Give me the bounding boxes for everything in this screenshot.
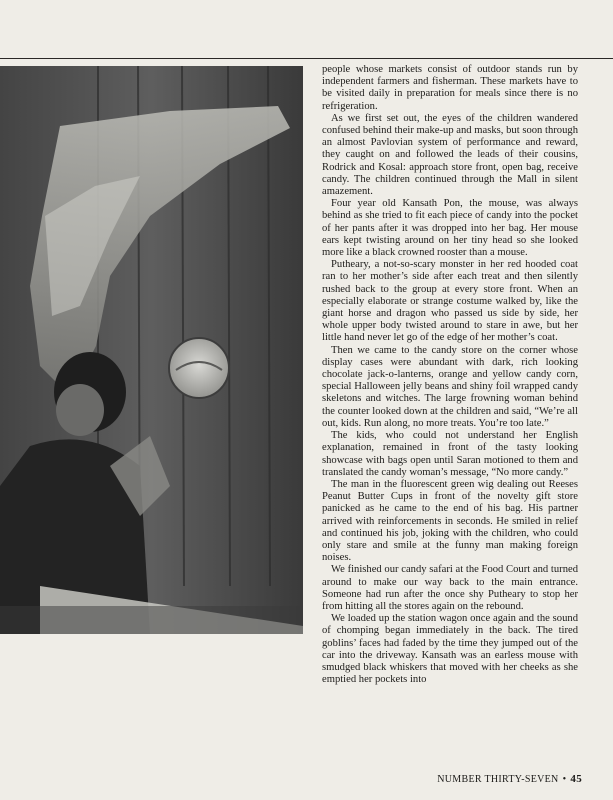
paragraph: We finished our candy safari at the Food Court and turned around to make our way back to the main entrance. Someone had run after the once shy Putheary to stop her from hitting all the stores again on the rebound. xyxy=(322,564,578,612)
paragraph: As we first set out, the eyes of the children wandered confused behind their make-up and masks, but soon through an almost Pavlovian system of performance and reward, they caught on and followed the leads of their cousins, Rodrick and Kosal: approach store front, open bag, receive candy. The children continued through the Mall in silent amazement. xyxy=(322,112,578,198)
page-number: 45 xyxy=(570,773,582,785)
paragraph: Putheary, a not-so-scary monster in her red hooded coat ran to her mother’s side after each treat and then silently rushed back to the group at every store front. When an especially elaborate or strange costume walked by, like the giant horse and dragon who passed us side by side, her whole upper body twisted around to stare in awe, but her little hand never let go of the edge of her mother’s coat. xyxy=(322,259,578,344)
paragraph: We loaded up the station wagon once again and the sound of chomping began immediately in the back. The tired goblins’ faces had faded by the time they jumped out of the car into the driveway. Kansath was an earless mouse with smudged black whiskers that moved with her cheeks as she emptied her pockets into xyxy=(322,613,578,686)
paragraph: Four year old Kansath Pon, the mouse, was always behind as she tried to fit each piece of candy into the pocket of her pants after it was dropped into her bag. Her mouse ears kept twisting around on her tiny head so she looked more like a black crowned rooster than a mouse. xyxy=(322,198,578,259)
page-footer xyxy=(420,773,582,785)
header-rule xyxy=(0,58,613,59)
paragraph: The kids, who could not understand her English explanation, remained in front of the tasty looking showcase with bags open until Saran motioned to them and translated the candy woman’s message, “No more candy.” xyxy=(322,430,578,478)
publication-issue: NUMBER THIRTY-SEVEN xyxy=(437,774,559,785)
article-body xyxy=(322,64,578,686)
paragraph: people whose markets consist of outdoor stands run by independent farmers and fisherman. These markets have to be visited daily in preparation for meals since there is no refrigeration. xyxy=(322,64,578,112)
paragraph: Then we came to the candy store on the corner whose display cases were abundant with dark, rich looking chocolate jack-o-lanterns, orange and yellow candy corn, special Halloween jelly beans and shiny foil wrapped candy skeletons and witches. The large frowning woman behind the counter looked down at the children and said, “We’re all out, kids. Run along, no more treats. You’re too late.” xyxy=(322,344,578,429)
paragraph: The man in the fluorescent green wig dealing out Reeses Peanut Butter Cups in front of the novelty gift store panicked as he came to the end of his bag. His partner arrived with reinforcements in seconds. He smiled in relief and continued his job, joking with the children, who could only stare and smile at the funny man making foreign noises. xyxy=(322,478,578,564)
photograph xyxy=(0,66,303,634)
footer-bullet: • xyxy=(562,774,567,785)
